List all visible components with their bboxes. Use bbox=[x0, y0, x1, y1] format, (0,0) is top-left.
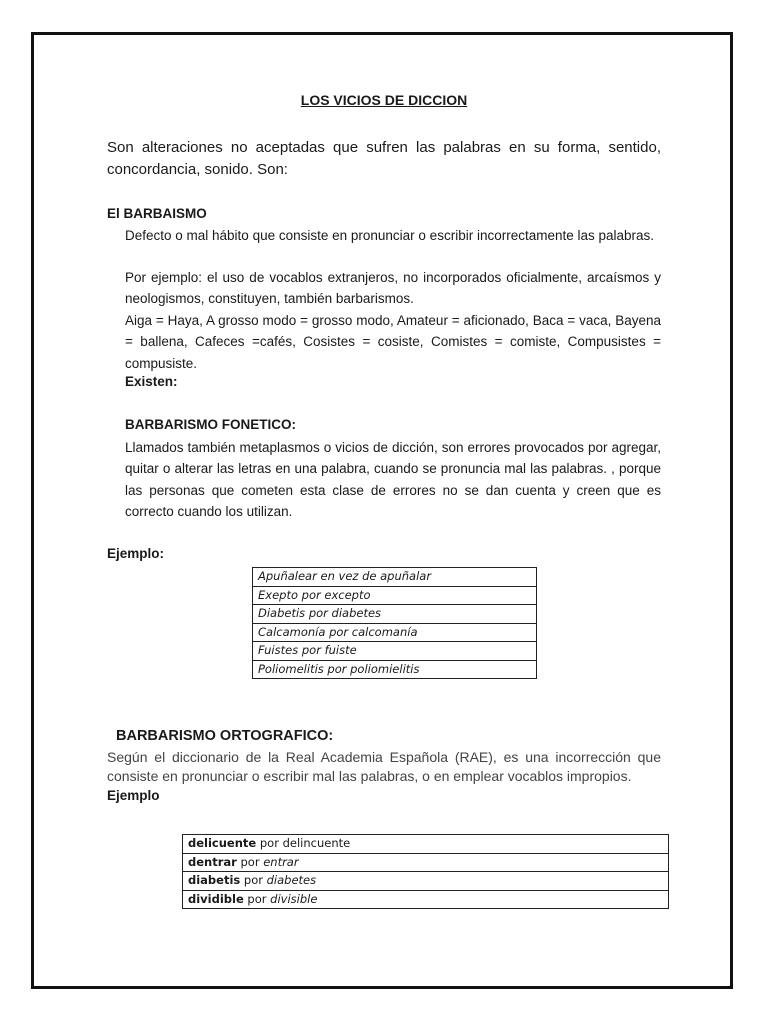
correct-word: entrar bbox=[263, 854, 299, 869]
fonetico-ejemplo-label: Ejemplo: bbox=[107, 546, 165, 561]
table-cell bbox=[183, 872, 669, 891]
page-title: LOS VICIOS DE DICCION bbox=[300, 92, 468, 108]
por-connector: por bbox=[236, 854, 264, 869]
wrong-word: dentrar bbox=[188, 854, 237, 869]
barbaismo-definition: Defecto o mal hábito que consiste en pronunciar o escribir incorrectamente las palabras. bbox=[125, 228, 655, 243]
table-cell: Apuñalear en vez de apuñalar bbox=[253, 568, 537, 587]
table-cell: Exepto por excepto bbox=[253, 586, 537, 605]
ortografico-paragraph: Según el diccionario de la Real Academia Española (RAE), es una incorrección que consiste en pronunciar o escribir mal las palabras, o en emplear vocablos impropios. bbox=[107, 749, 661, 784]
table-cell: Diabetis por diabetes bbox=[253, 605, 537, 624]
por-connector: por bbox=[240, 873, 267, 888]
por-connector: por bbox=[256, 836, 283, 851]
barbaismo-example-text: Por ejemplo: el uso de vocablos extranjeros, no incorporados oficialmente, arcaísmos y neologismos, constituyen, también barbarismos. bbox=[125, 270, 661, 307]
intro-paragraph: Son alteraciones no aceptadas que sufren las palabras en su forma, sentido, concordancia, sonido. Son: bbox=[107, 139, 661, 178]
fonetico-paragraph: Llamados también metaplasmos o vicios de dicción, son errores provocados por agregar, quitar o alterar las letras en una palabra, cuando se pronuncia mal las palabras. , porque las personas que cometen esta clase de errores no se dan cuenta y creen que es correcto cuando los utilizan. bbox=[125, 440, 661, 519]
existen-label: Existen: bbox=[125, 374, 178, 389]
table-row bbox=[253, 660, 537, 679]
ortografico-ejemplo-label: Ejemplo bbox=[107, 788, 160, 803]
fonetico-examples-table bbox=[252, 567, 537, 679]
barbaismo-heading: El BARBAISMO bbox=[107, 206, 207, 221]
correct-word: diabetes bbox=[266, 873, 317, 888]
wrong-word: dividible bbox=[188, 891, 244, 906]
table-cell: Calcamonía por calcomanía bbox=[253, 623, 537, 642]
wrong-word: diabetis bbox=[188, 873, 241, 888]
table-row bbox=[253, 586, 537, 605]
table-cell: Fuistes por fuiste bbox=[253, 642, 537, 661]
table-cell bbox=[183, 890, 669, 909]
table-row bbox=[253, 623, 537, 642]
table-cell bbox=[183, 835, 669, 854]
ortografico-examples-table bbox=[182, 834, 669, 909]
table-cell bbox=[183, 853, 669, 872]
table-cell: Poliomelitis por poliomielitis bbox=[253, 660, 537, 679]
table-row bbox=[183, 853, 669, 872]
table-row bbox=[253, 642, 537, 661]
table-row bbox=[183, 835, 669, 854]
por-connector: por bbox=[243, 891, 271, 906]
barbaismo-word-list: Aiga = Haya, A grosso modo = grosso modo, Amateur = aficionado, Baca = vaca, Bayena = ballena, Cafeces =cafés, Cosistes = cosiste, Comistes = comiste, Compusistes = compusiste. bbox=[125, 313, 661, 371]
fonetico-heading: BARBARISMO FONETICO: bbox=[125, 417, 296, 432]
ortografico-heading: BARBARISMO ORTOGRAFICO: bbox=[116, 728, 334, 744]
correct-word: divisible bbox=[270, 891, 318, 906]
table-row bbox=[183, 872, 669, 891]
wrong-word: delicuente bbox=[188, 836, 257, 851]
table-row bbox=[183, 890, 669, 909]
table-row bbox=[253, 605, 537, 624]
table-row bbox=[253, 568, 537, 587]
correct-word: delincuente bbox=[282, 836, 351, 851]
